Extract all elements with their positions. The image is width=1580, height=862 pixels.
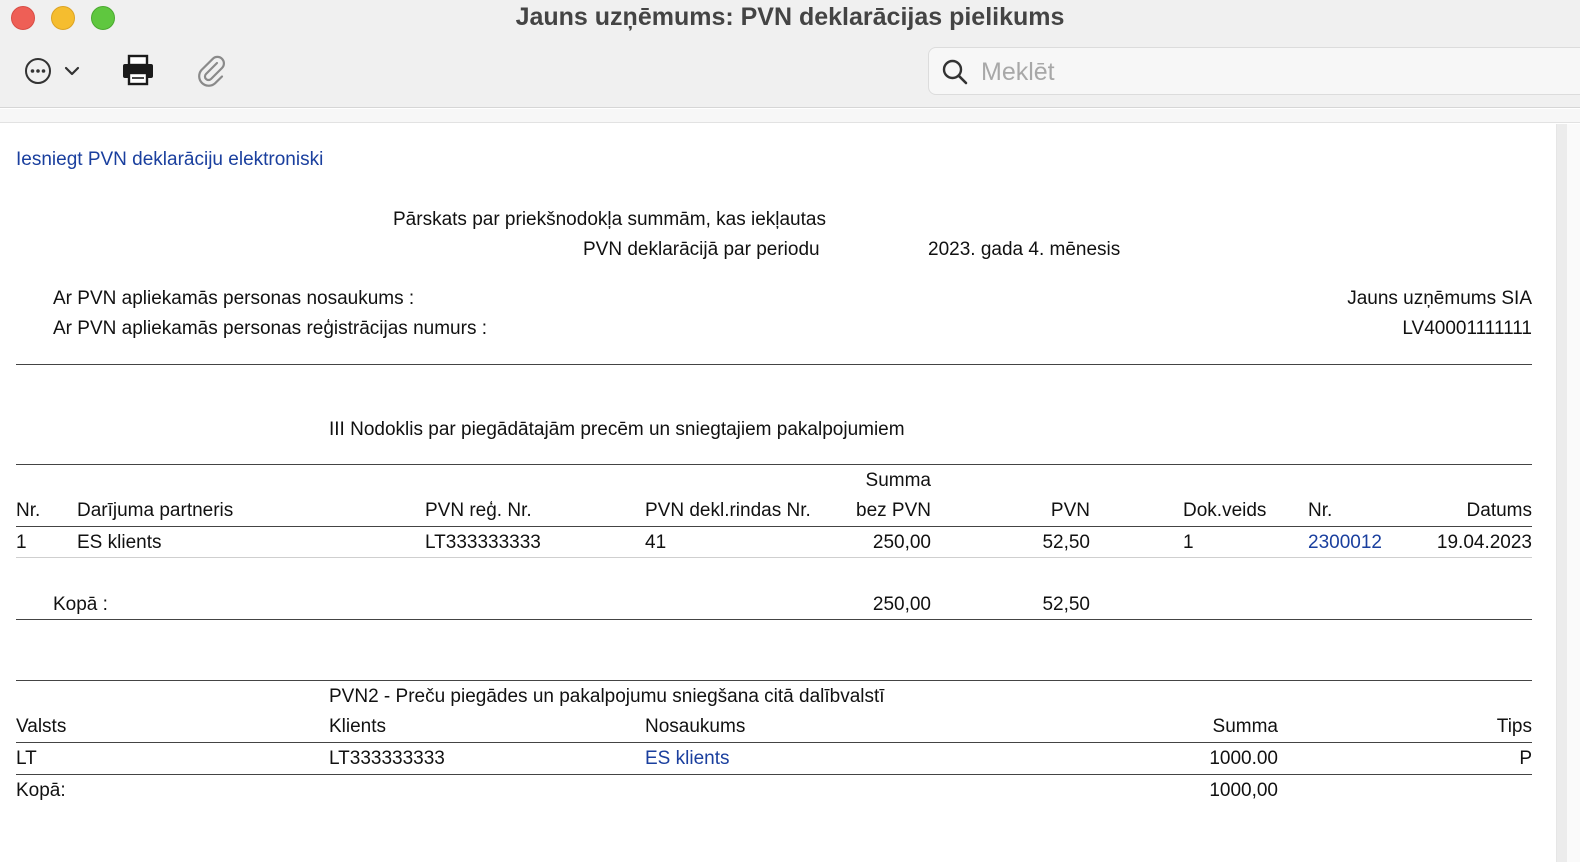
search-input[interactable] [981,56,1561,88]
taxpayer-reg-value: LV40001111111 [1402,318,1532,339]
search-box[interactable] [928,47,1580,95]
report-content [0,124,1556,862]
pvn2-header-client: Klients [329,716,387,737]
paperclip-icon[interactable] [195,54,227,88]
window-title: Jauns uzņēmums: PVN deklarācijas pielikums [515,3,1065,31]
pvn2-total-label: Kopā: [16,780,66,801]
report-heading-line1: Pārskats par priekšnodokļa summām, kas iekļautas [393,209,826,230]
pvn2-header-name: Nosaukums [645,716,746,737]
taxpayer-reg-label: Ar PVN apliekamās personas reģistrācijas numurs : [53,318,488,339]
toolbar-separator [0,109,1580,123]
row-partner: ES klients [77,532,162,553]
taxpayer-name-label: Ar PVN apliekamās personas nosaukums : [53,288,415,309]
pvn2-header-amount: Summa [1212,716,1278,737]
header-vat-reg: PVN reģ. Nr. [425,500,532,521]
pvn2-title: PVN2 - Preču piegādes un pakalpojumu sniegšana citā dalībvalstī [329,686,885,707]
divider [16,526,1532,527]
titlebar [0,0,1580,108]
pvn2-header-type: Tips [1496,716,1532,737]
pvn2-row-country: LT [16,748,37,769]
pvn2-header-country: Valsts [16,716,67,737]
taxpayer-name-value: Jauns uzņēmums SIA [1347,288,1532,309]
row-nr: 1 [16,532,27,553]
divider [16,680,1532,681]
divider [16,557,1532,558]
chevron-down-icon[interactable] [64,63,80,79]
pvn2-row-client: LT333333333 [329,748,445,769]
search-icon [941,58,969,86]
header-nr: Nr. [16,500,41,521]
header-date: Datums [1466,500,1532,521]
header-vat: PVN [1050,500,1090,521]
report-heading-line2: PVN deklarācijā par periodu [583,239,820,260]
divider [16,774,1532,775]
section3-title: III Nodoklis par piegādātajām precēm un sniegtajiem pakalpojumiem [329,419,905,440]
header-sum-top: Summa [865,470,931,491]
ellipsis-circle-icon[interactable] [24,57,52,85]
printer-icon[interactable] [121,54,155,86]
pvn2-row-amount: 1000.00 [1209,748,1278,769]
scrollbar-thumb[interactable] [1557,124,1567,862]
header-partner: Darījuma partneris [77,500,234,521]
header-sum-bottom: bez PVN [856,500,931,521]
header-doc-type: Dok.veids [1183,500,1267,521]
section3-total-sum: 250,00 [872,594,931,615]
pvn2-row-name-link[interactable]: ES klients [645,748,730,769]
row-vat: 52,50 [1042,532,1090,553]
row-row-no: 41 [645,532,667,553]
row-doc-type: 1 [1183,532,1194,553]
header-row-no: PVN dekl.rindas Nr. [645,500,811,521]
row-date: 19.04.2023 [1436,532,1532,553]
divider [16,364,1532,365]
submit-electronically-link[interactable]: Iesniegt PVN deklarāciju elektroniski [16,149,324,170]
divider [16,619,1532,620]
divider [16,464,1532,465]
header-doc-nr: Nr. [1308,500,1333,521]
section3-total-vat: 52,50 [1042,594,1090,615]
row-vat-reg: LT333333333 [425,532,541,553]
row-sum: 250,00 [872,532,931,553]
pvn2-row-type: P [1519,748,1532,769]
section3-total-label: Kopā : [53,594,108,615]
row-doc-nr-link[interactable]: 2300012 [1308,532,1382,553]
report-period: 2023. gada 4. mēnesis [928,239,1121,260]
divider [16,742,1532,743]
pvn2-total-amount: 1000,00 [1209,780,1278,801]
